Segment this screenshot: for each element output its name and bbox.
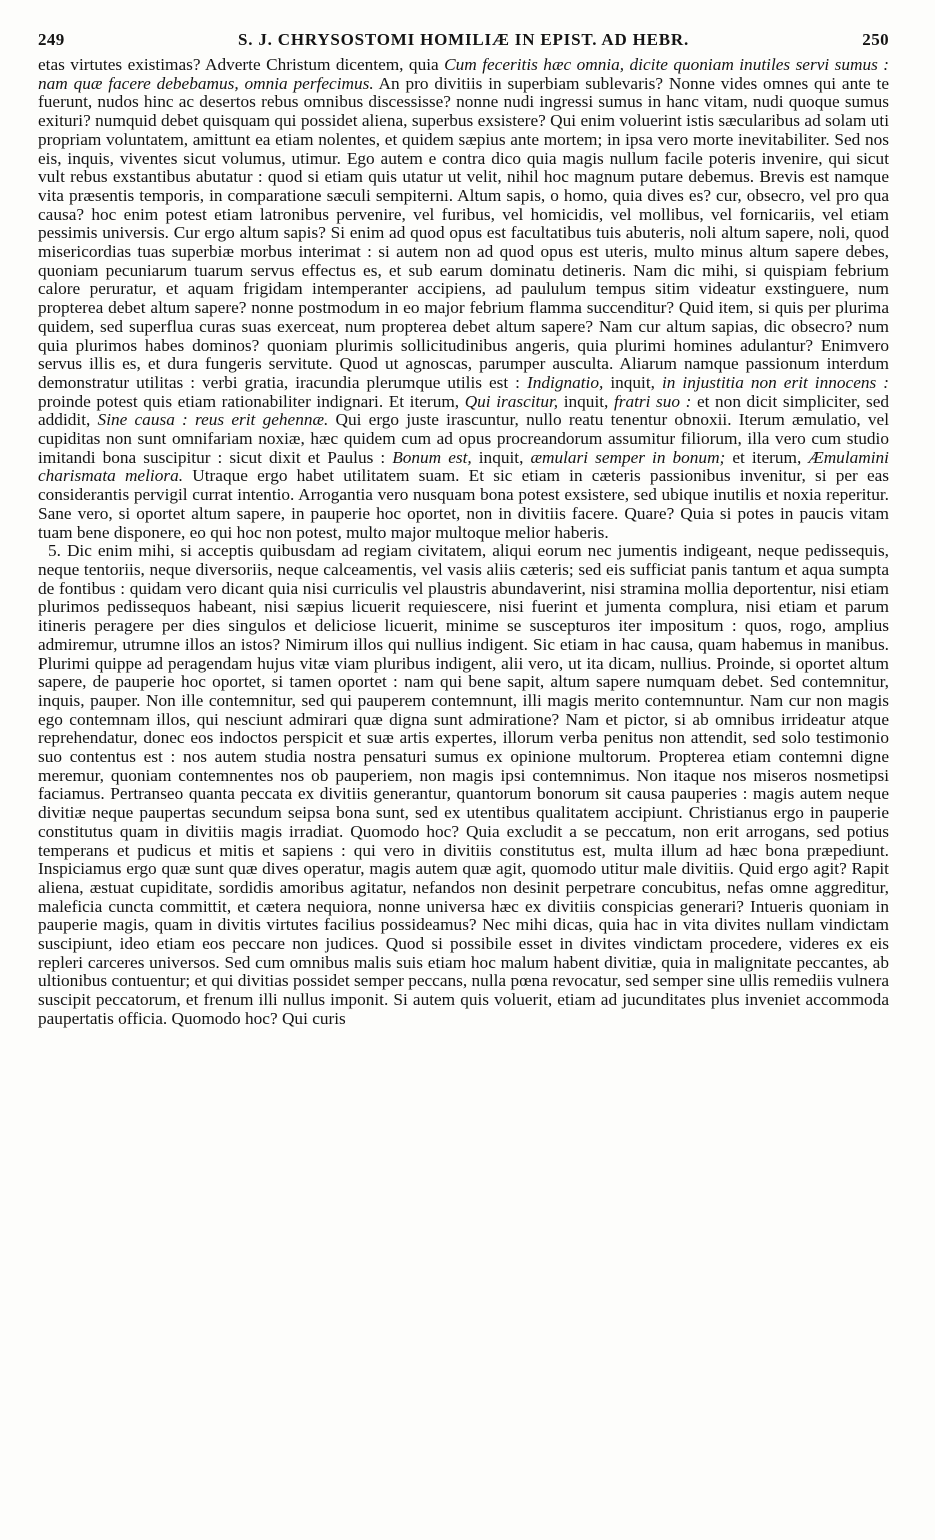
running-title: S. J. CHRYSOSTOMI HOMILIÆ IN EPIST. AD HEBR.	[237, 30, 690, 49]
text-run: inquit,	[558, 391, 614, 411]
text-run: etas virtutes existimas? Adverte Christum dicentem, quia	[38, 55, 445, 74]
italic-quotation: Bonum est,	[392, 447, 472, 467]
italic-quotation: Qui irascitur,	[464, 391, 559, 411]
text-run: proinde potest quis etiam rationabiliter indignari. Et iterum,	[38, 391, 465, 411]
running-header	[38, 30, 889, 56]
paragraph-1	[38, 56, 889, 542]
italic-quotation: Æmulamini charismata meliora.	[38, 447, 889, 486]
italic-quotation: Sine causa : reus erit gehennæ.	[97, 410, 329, 430]
paragraph-2	[38, 542, 889, 1028]
text-run: et iterum,	[725, 447, 809, 467]
text-run: Utraque ergo habet utilitatem suam. Et sic etiam in cæteris passionibus invenitur, si per eas considerantis pervigil currat intentio. Arrogantia vero nusquam bona potest exsistere, sed ubique inutilis et noxia reperitur. Sane vero, si oportet altum sapere, in pauperie hoc oportet, non in divitiis facere. Quare? Quia si potes in paucis vitam tuam bene disponere, eo qui hoc non potest, multo major multoque melior haberis.	[38, 466, 890, 542]
page-number-left: 249	[38, 30, 65, 49]
italic-quotation: fratri suo :	[613, 391, 692, 411]
text-run: An pro divitiis in superbiam sublevaris? Nonne vides omnes qui ante te fuerunt, nudos hinc ac desertos rebus omnibus discessisse? nonne nudi ingressi sumus in hanc vitam, nudi quoque sumus exituri? numquid debet quisquam qui possidet aliena, superbus exsistere? Qui enim voluerint istis sæcularibus ad solam uti propriam voluntatem, amittunt ea etiam nolentes, et quidem sæpius ante mortem; in ipsa vero morte inevitabiliter. Sed nos eis, inquis, viventes sicut volumus, utimur. Ego autem e contra dico quia magis nullum facile poteris invenire, qui sicut vult rebus exstantibus abutatur : quod si etiam quis utatur ut velit, nihil hoc magnum putare debemus. Brevis est namque vita præsentis temporis, in comparatione sæculi sempiterni. Altum sapis, o homo, quia dives es? cur, obsecro, vel pro qua causa? hoc enim potest etiam latronibus pervenire, vel furibus, vel homicidis, vel mollibus, vel fornicariis, vel etiam pessimis universis. Cur ergo altum sapis? Si enim ad quod opus est facultatibus tuis abuteris, noli altum sapere, noli, quod misericordias tuas superbiæ morbus interimat : si autem non ad quod opus est uteris, multo minus altum sapere debes, quoniam pecuniarum tuarum servus effectus es, et sub earum dominatu detineris. Nam dic mihi, si quispiam febrium calore peruratur, et aquam frigidam intemperanter accipiens, ad paululum tempus sitim videatur exstinguere, num propterea debet altum sapere? nonne postmodum in eo major febrium flamma succenditur? Quid item, si quis per plurima quidem, sed superflua curas suas exerceat, num propterea debet altum sapere? Nam cur altum sapias, dic obsecro? num quia plurimos habes dominos? quoniam plurimis sollicitudinibus angeris, quia plurimi homines adulantur? Enimvero servus illis es, et dura fungeris servitute. Quod ut agnoscas, parumper ausculta. Aliarum namque passionum interdum demonstratur utilitas : verbi gratia, iracundia plerumque utilis est :	[38, 73, 890, 392]
text-run: inquit,	[603, 372, 662, 392]
text-run: et non dicit simpliciter, sed addidit,	[38, 391, 890, 430]
text-run: 5. Dic enim mihi, si acceptis quibusdam ad regiam civitatem, aliqui eorum nec jumentis indigeant, neque pedissequis, neque tentoriis, neque diversoriis, neque calceamentis, vel vasis aliis cæteris; sed eis sufficiat panis tantum et aqua sumpta de fontibus : quidam vero dicant quia nisi curriculis vel plaustris abundaverint, nisi stramina mollia deportentur, nisi etiam plurimos pedissequos habeant, nisi sæpius licuerit requiescere, nisi fuerint et jumenta complura, nisi etiam et parum itineris peragere per dies singulos et deliciose licuerit, minime se suscepturos iter impositum : quos, rogo, amplius admiremur, utrumne illos an istos? Nimirum illos qui nullius indigent. Sic etiam in hac causa, quam habemus in manibus. Plurimi quippe ad peragendam hujus vitæ viam pluribus indigent, alii vero, ut ita dicam, nullius. Proinde, si oportet altum sapere, de pauperie hoc oportet, si tamen oportet : nam qui bene sapit, altum sapere numquam debet. Sed contemnitur, inquis, pauper. Non ille contemnitur, sed qui pauperem contemnunt, illi magis merito contemnuntur. Nam cur non magis ego contemnam illos, qui nesciunt admirari quæ digna sunt admiratione? Nam et pictor, si ab omnibus irrideatur atque reprehendatur, donec eos indoctos perspicit et suæ artis expertes, illorum verba penitus non attendit, sed solo testimonio suo contentus est : nos autem studia nostra pensaturi sumus ex opinione multorum. Propterea etiam contemni digne meremur, quoniam contemnentes nos ob pauperiem, non magis ipsi contemnimus. Non itaque nos miseros nosmetipsi faciamus. Pertranseo quanta peccata ex divitiis generantur, quantorum bonorum sit causa pauperies : magis autem neque divitiæ neque paupertas secundum seipsa bona sunt, sed ex utentibus qualitatem accipiunt. Christianus ergo in pauperie constitutus quam in divitiis magis irradiat. Quomodo hoc? Quia excludit a se peccatum, non erit arrogans, sed potius temperans et pudicus et mitis et sapiens : qui vero in divitiis constitutus est, multa illum ad hæc bona præpediunt. Inspiciamus ergo quæ sunt quæ dives operatur, magis autem quæ agit, quomodo utitur male divitiis. Quid ergo agit? Rapit aliena, æstuat cupiditate, sordidis amoribus agitatur, nefandos non desinit perpetrare concubitus, nefas omne aggreditur, maleficia cuncta committit, et cætera nequiora, nonne universa hæc ex divitiis conspicias generari? Intueris quoniam in pauperie magis, quam in divitis virtutes facilius possideamus? Nec mihi dicas, quia hac in vita divites nullam vindictam suscipiunt, ideo etiam eos peccare non judices. Quod si possibile esset in divites vindictam procedere, videres ex eis repleri carceres universos. Sed cum omnibus malis suis etiam hoc malum habent divitiæ, quia in malignitate peccantes, ab ultionibus contuentur; et qui divitias possidet semper peccans, nulla pœna revocatur, sed semper sine ullis remediis vulnera suscipit peccatorum, et frenum illi nullus imponit. Si autem quis voluerit, etiam ad jucunditates plus inveniet accommoda paupertatis officia. Quomodo hoc? Qui curis	[38, 541, 889, 1028]
text-run: Qui ergo juste irascuntur, nullo reatu tenentur obnoxii. Iterum æmulatio, vel cupiditas non sunt omnifariam noxiæ, hæc quidem cum ad opus procreandorum assumitur filiorum, illa vero cum studio imitandi bona suscipitur : sicut dixit et Paulus :	[38, 410, 890, 467]
italic-quotation: in injustitia non erit innocens :	[661, 372, 889, 392]
page-number-right: 250	[862, 30, 889, 49]
body-text	[38, 56, 889, 1029]
italic-quotation: Indignatio,	[526, 372, 604, 392]
italic-quotation: Cum feceritis hæc omnia, dicite quoniam inutiles servi sumus : nam quæ facere debebamus, omnia perfecimus.	[38, 55, 889, 93]
italic-quotation: æmulari semper in bonum;	[530, 447, 726, 467]
text-run: inquit,	[471, 447, 531, 467]
